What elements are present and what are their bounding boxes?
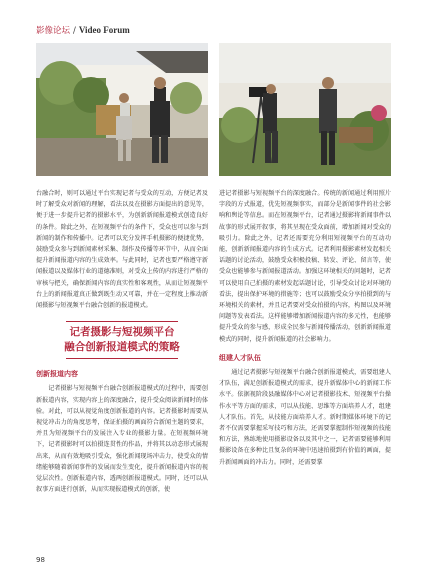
left-paragraph-2: 记者摄影与短视频平台融合创新报道模式的过程中，需要创新报道内容，实现内容上的深度融合，提升受众阅读新闻时的体验。对此，可以从视觉角度创新报道的内容。记者摄影时需要从视觉冲击力的角度思考，保证拍摄的画面符合新闻主题的要求，并且为短视频平台的发展注入专业的摄影力量。在短视频环境下，记者摄影时可以拍摄连贯性的作品，并将其以动态形式展现出来，从而有效地吸引受众，强化新闻现场冲击力，使受众的情绪能够随着新闻事件的发展而发生变化，提升新闻报道内容的视觉层次性。创新报道内容，透两创新报道模式。同时，还可以从叙事方面进行创新，从而实现报道模式的创新，使 <box>36 385 208 494</box>
right-paragraph-2: 通过记者摄影与短视频平台融合创新报道模式，需要组建人才队伍，满足创新报道模式的需求，提升新媒体中心的新闻工作水平。依据视阶段县融媒体中心对记者摄影技术、短视频平台操作水平等方面的需求，可以从技能、思维等方面培养人才，组建人才队伍。首先，从技能方面培养人才。新时期媒体环境下的记者不仅需要掌握采写技巧和方法，还需要掌握制作短视频的技能和方法，熟练地使用摄影设备以及其中之一，记者需要能够利用摄影设备在多种比且复杂的环境中迅速拍摄到有价值的画面，提升新闻画面的冲击力。同时，还需要掌 <box>219 369 391 466</box>
article-title-line-2: 融合创新报道模式的策略 <box>64 341 180 354</box>
subhead-build-team: 组建人才队伍 <box>219 353 261 362</box>
header-separator: / <box>73 26 76 36</box>
page-header <box>36 24 130 36</box>
title-rule-top <box>66 321 178 322</box>
right-column <box>219 188 391 468</box>
left-paragraph-1: 台融合时，则可以通过平台实现记者与受众的互动，方便记者及时了解受众对新闻的理解，看法以及在摄影方面提出的意见等，便于进一步提升记者的摄影水平，为创新新闻报道模式创造良好的条件。除此之外，在短视频平台的条件下，受众也可以参与到新闻的制作和传播中。记者可以充分发挥手机摄影的便捷优势，鼓励受众参与到新闻素材采集、制作及传播等环节中，从而全面提升新闻报道内容的生成效率。与此同时，记者也要严格遵守新闻报道以及媒体行业的道德准则，对受众上传的内容进行严格的审核与把关，确保新闻内容的真实性和客观性，从而让短视频平台上的新闻报道真正做到既生动又可靠，并在一定程度上推动新闻摄影与短视频平台融合创新的报道模式。 <box>36 190 208 310</box>
subhead-innovate-content: 创新报道内容 <box>36 370 78 379</box>
left-column <box>36 188 208 495</box>
photo-left <box>36 43 208 176</box>
section-title-en: Video Forum <box>78 25 130 35</box>
title-rule-bottom <box>66 358 178 359</box>
photo-right <box>219 43 391 176</box>
page-number: 98 <box>36 556 45 564</box>
article-title-line-1: 记者摄影与短视频平台 <box>69 326 175 339</box>
article-title <box>36 321 208 359</box>
section-title-cn: 影像论坛 <box>36 26 71 36</box>
right-paragraph-1: 进记者摄影与短视频平台的深度融合。传统的新闻通过利用照片字段的方式报道，优先短视频事实，而部分是新闻事件的社会影响和舆论等信息。而在短视频平台，记者通过摄影将新闻事件以故事的形式展开叙事，将其呈现在受众面前，增加新闻对受众的吸引力。除此之外，记者还需要充分利用短视频平台的互动功能，创新新闻报道内容的生成方式。记者利用摄影素材发起相关话题的讨论活动，鼓励受众积极投稿、转发、评论、留言等，使受众也能够参与新闻报道活动。加强这环境相关的问题时，记者可以使用自己拍摄的素材发起话题讨论，引导受众讨论对环境的看法，提出保护环境的措施等；也可以鼓励受众分享拍摄到的与环境相关的素材，并且记者要对受众拍摄的内容，构图以及环境问题等发表看法。这样能够增加新闻报道内容的多元性，也能够提升受众的参与感，形成全民参与新闻传播活动，创新新闻报道模式的同时，提升新闻报道的社会影响力。 <box>219 190 391 343</box>
